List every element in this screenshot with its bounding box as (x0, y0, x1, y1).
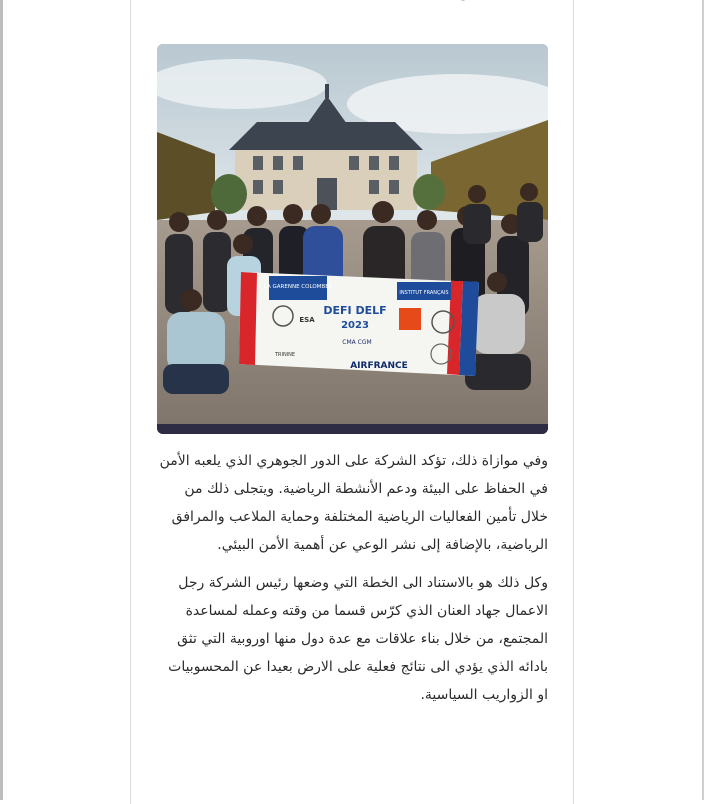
article-paragraph-1: وفي موازاة ذلك، تؤكد الشركة على الدور الجوهري الذي يلعبه الأمن في الحفاظ على البيئة ودعم الأنشطة الرياضية. ويتجلى ذلك من خلال تأمين الفعاليات الرياضية المختلفة وحماية الملاعب والمرافق الرياضية، بالإضافة إلى نشر الوعي عن أهمية الأمن البيئي. (159, 453, 548, 553)
banner-title: DEFI DELF (323, 304, 387, 317)
banner-airline: AIRFRANCE (350, 361, 408, 371)
banner-logo-esa: ESA (299, 316, 315, 324)
banner-left-sponsor: LA GARENNE COLOMBES (263, 284, 333, 290)
photo-bottom-strip (157, 424, 548, 434)
window-left-edge (0, 0, 3, 800)
banner-right-badge: INSTITUT FRANÇAIS (399, 290, 449, 296)
article-photo[interactable] (157, 44, 548, 434)
article-paragraph-2: وكل ذلك هو بالاستناد الى الخطة التي وضعها رئيس الشركة رجل الاعمال جهاد العنان الذي كرّس قسما من وقته وعمله لمساعدة المجتمع، من خلال بناء علاقات مع عدة دول منها اوروبية التي تثق بادائه الذي يؤدي الى نتائج فعلية على الارض بعيدا عن المحسوبيات او الزواريب السياسية. (168, 575, 548, 703)
banner-logo-trinine: TRININE (274, 352, 296, 358)
banner-year: 2023 (341, 320, 369, 331)
article-body (157, 447, 548, 709)
article-page (130, 0, 574, 804)
banner-logo-cma: CMA CGM (342, 339, 372, 346)
page-top-mark (461, 0, 465, 1)
photo-banner (239, 272, 479, 376)
